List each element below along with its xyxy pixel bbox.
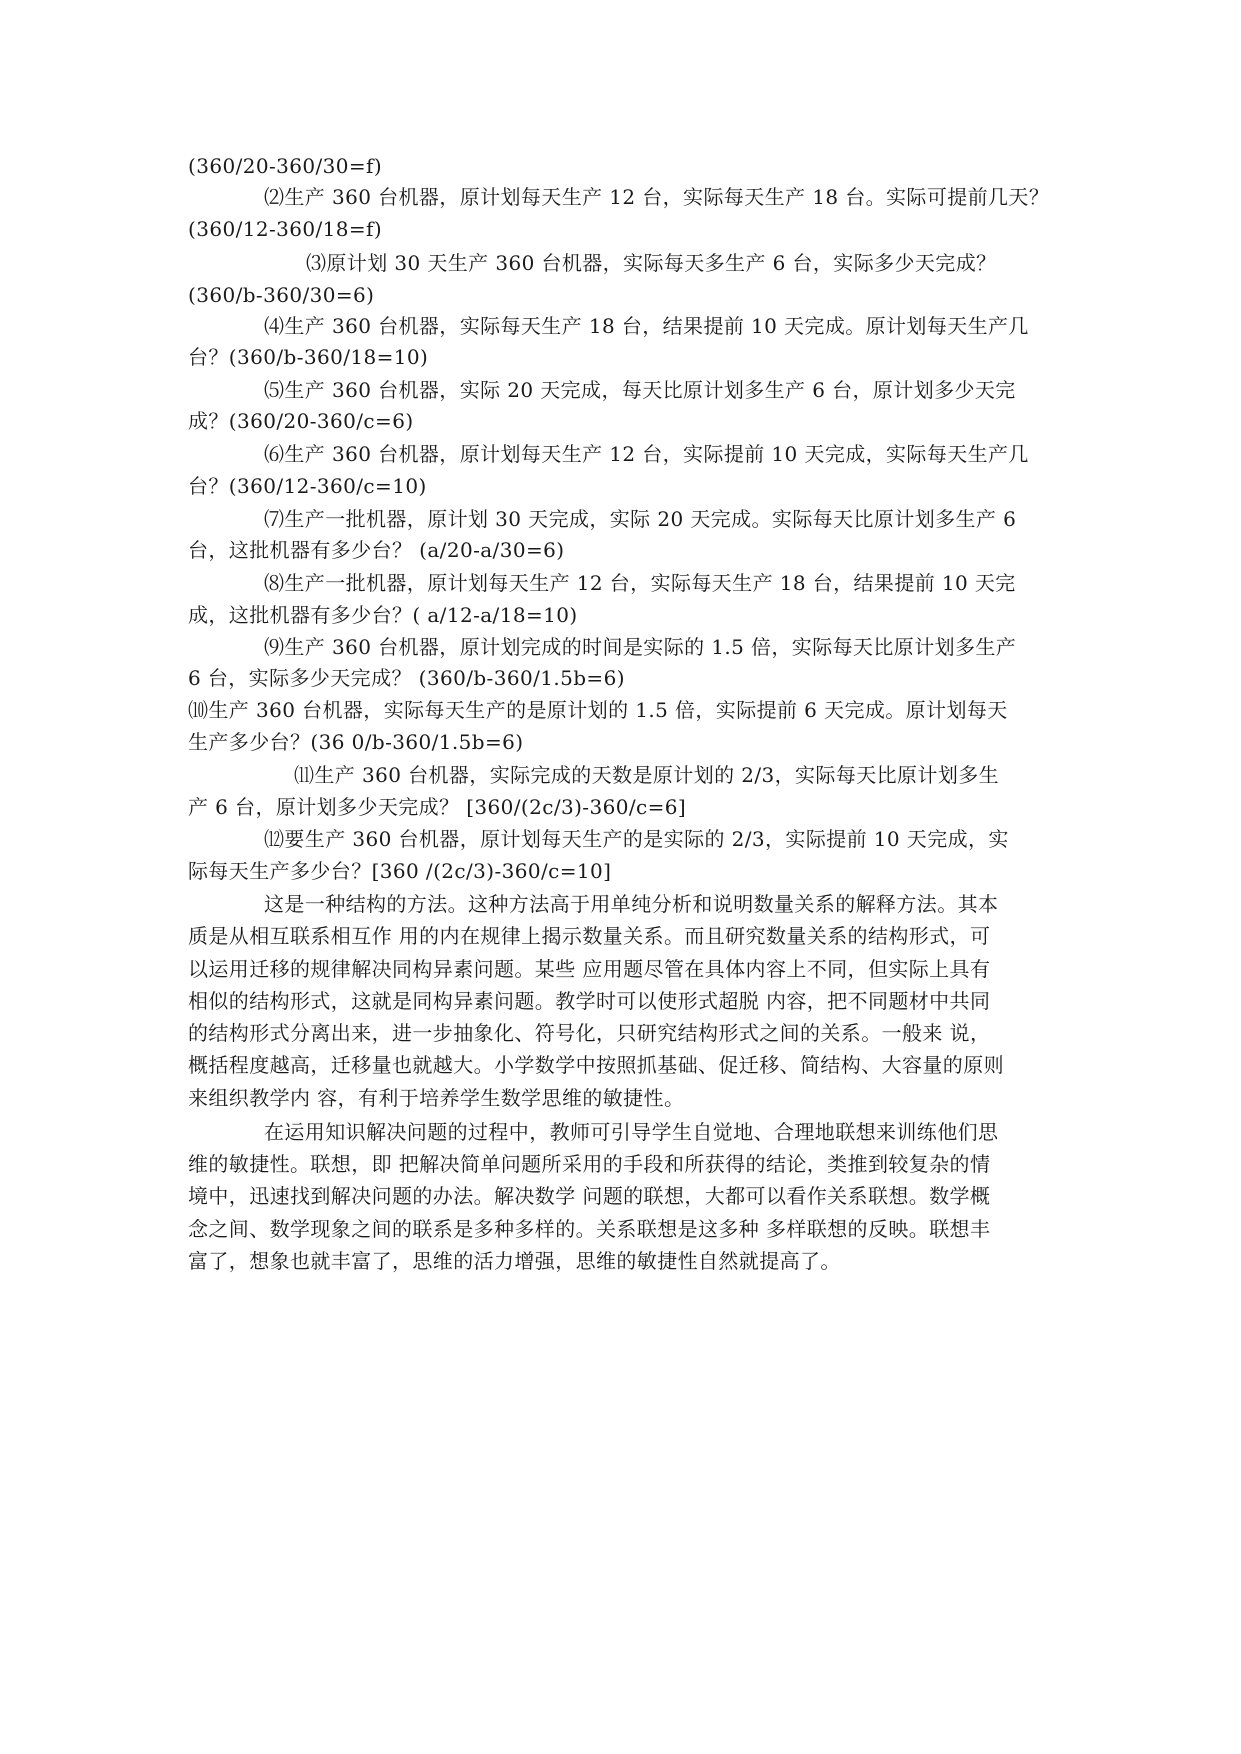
text-line: 在运用知识解决问题的过程中，教师可引导学生自觉地、合理地联想来训练他们思 xyxy=(264,1120,999,1144)
text-line: 境中，迅速找到解决问题的办法。解决数学 问题的联想，大都可以看作关系联想。数学概 xyxy=(188,1184,991,1208)
text-line: 台？(360/b-360/18=10) xyxy=(188,345,429,369)
text-line: 成？(360/20-360/c=6) xyxy=(188,409,414,433)
text-line: ⑾生产 360 台机器，实际完成的天数是原计划的 2/3，实际每天比原计划多生 xyxy=(294,763,1000,787)
text-line: 6 台，实际多少天完成？ (360/b-360/1.5b=6) xyxy=(188,666,625,690)
text-line: 念之间、数学现象之间的联系是多种多样的。关系联想是这多种 多样联想的反映。联想丰 xyxy=(188,1217,991,1241)
text-line: 际每天生产多少台？[360 /(2c/3)-360/c=10] xyxy=(188,859,612,883)
text-line: ⑻生产一批机器，原计划每天生产 12 台，实际每天生产 18 台，结果提前 10 天完 xyxy=(264,571,1016,595)
text-line: ⑽生产 360 台机器，实际每天生产的是原计划的 1.5 倍，实际提前 6 天完成。原计划每天 xyxy=(188,698,1008,722)
text-line: 产 6 台，原计划多少天完成？ [360/(2c/3)-360/c=6] xyxy=(188,795,687,819)
text-line: (360/12-360/18=f) xyxy=(188,217,383,241)
text-line: ⑶原计划 30 天生产 360 台机器，实际每天多生产 6 台，实际多少天完成？ xyxy=(306,251,997,275)
text-line: ⑿要生产 360 台机器，原计划每天生产的是实际的 2/3，实际提前 10 天完成，实 xyxy=(264,827,1009,851)
text-line: 概括程度越高，迁移量也就越大。小学数学中按照抓基础、促迁移、简结构、大容量的原则 xyxy=(188,1053,1004,1077)
text-line: 这是一种结构的方法。这种方法高于用单纯分析和说明数量关系的解释方法。其本 xyxy=(264,892,999,916)
text-line: 质是从相互联系相互作 用的内在规律上揭示数量关系。而且研究数量关系的结构形式，可 xyxy=(188,924,991,948)
text-line: 生产多少台？(36 0/b-360/1.5b=6) xyxy=(188,730,524,754)
text-line: 的结构形式分离出来，进一步抽象化、符号化，只研究结构形式之间的关系。一般来 说， xyxy=(188,1021,991,1045)
text-line: 来组织教学内 容，有利于培养学生数学思维的敏捷性。 xyxy=(188,1086,685,1110)
text-line: 台？(360/12-360/c=10) xyxy=(188,474,427,498)
text-line: 维的敏捷性。联想，即 把解决简单问题所采用的手段和所获得的结论，类推到较复杂的情 xyxy=(188,1152,991,1176)
text-line: 以运用迁移的规律解决同构异素问题。某些 应用题尽管在具体内容上不同，但实际上具有 xyxy=(188,957,991,981)
text-line: ⑹生产 360 台机器，原计划每天生产 12 台，实际提前 10 天完成，实际每天生产几 xyxy=(264,442,1029,466)
text-line: ⑼生产 360 台机器，原计划完成的时间是实际的 1.5 倍，实际每天比原计划多生产 xyxy=(264,635,1017,659)
text-line: ⑺生产一批机器，原计划 30 天完成，实际 20 天完成。实际每天比原计划多生产 6 xyxy=(264,507,1017,531)
text-line: 台，这批机器有多少台？ (a/20-a/30=6) xyxy=(188,538,565,562)
text-line: 富了，想象也就丰富了，思维的活力增强，思维的敏捷性自然就提高了。 xyxy=(188,1249,841,1273)
text-line: 成，这批机器有多少台？( a/12-a/18=10) xyxy=(188,603,578,627)
text-line: ⑵生产 360 台机器，原计划每天生产 12 台，实际每天生产 18 台。实际可提前几天？ xyxy=(264,185,1050,209)
text-line: (360/20-360/30=f) xyxy=(188,154,383,178)
text-line: (360/b-360/30=6) xyxy=(188,283,375,307)
text-line: 相似的结构形式，这就是同构异素问题。教学时可以使形式超脱 内容，把不同题材中共同 xyxy=(188,989,991,1013)
text-line: ⑷生产 360 台机器，实际每天生产 18 台，结果提前 10 天完成。原计划每天生产几 xyxy=(264,314,1029,338)
text-line: ⑸生产 360 台机器，实际 20 天完成，每天比原计划多生产 6 台，原计划多少天完 xyxy=(264,378,1016,402)
